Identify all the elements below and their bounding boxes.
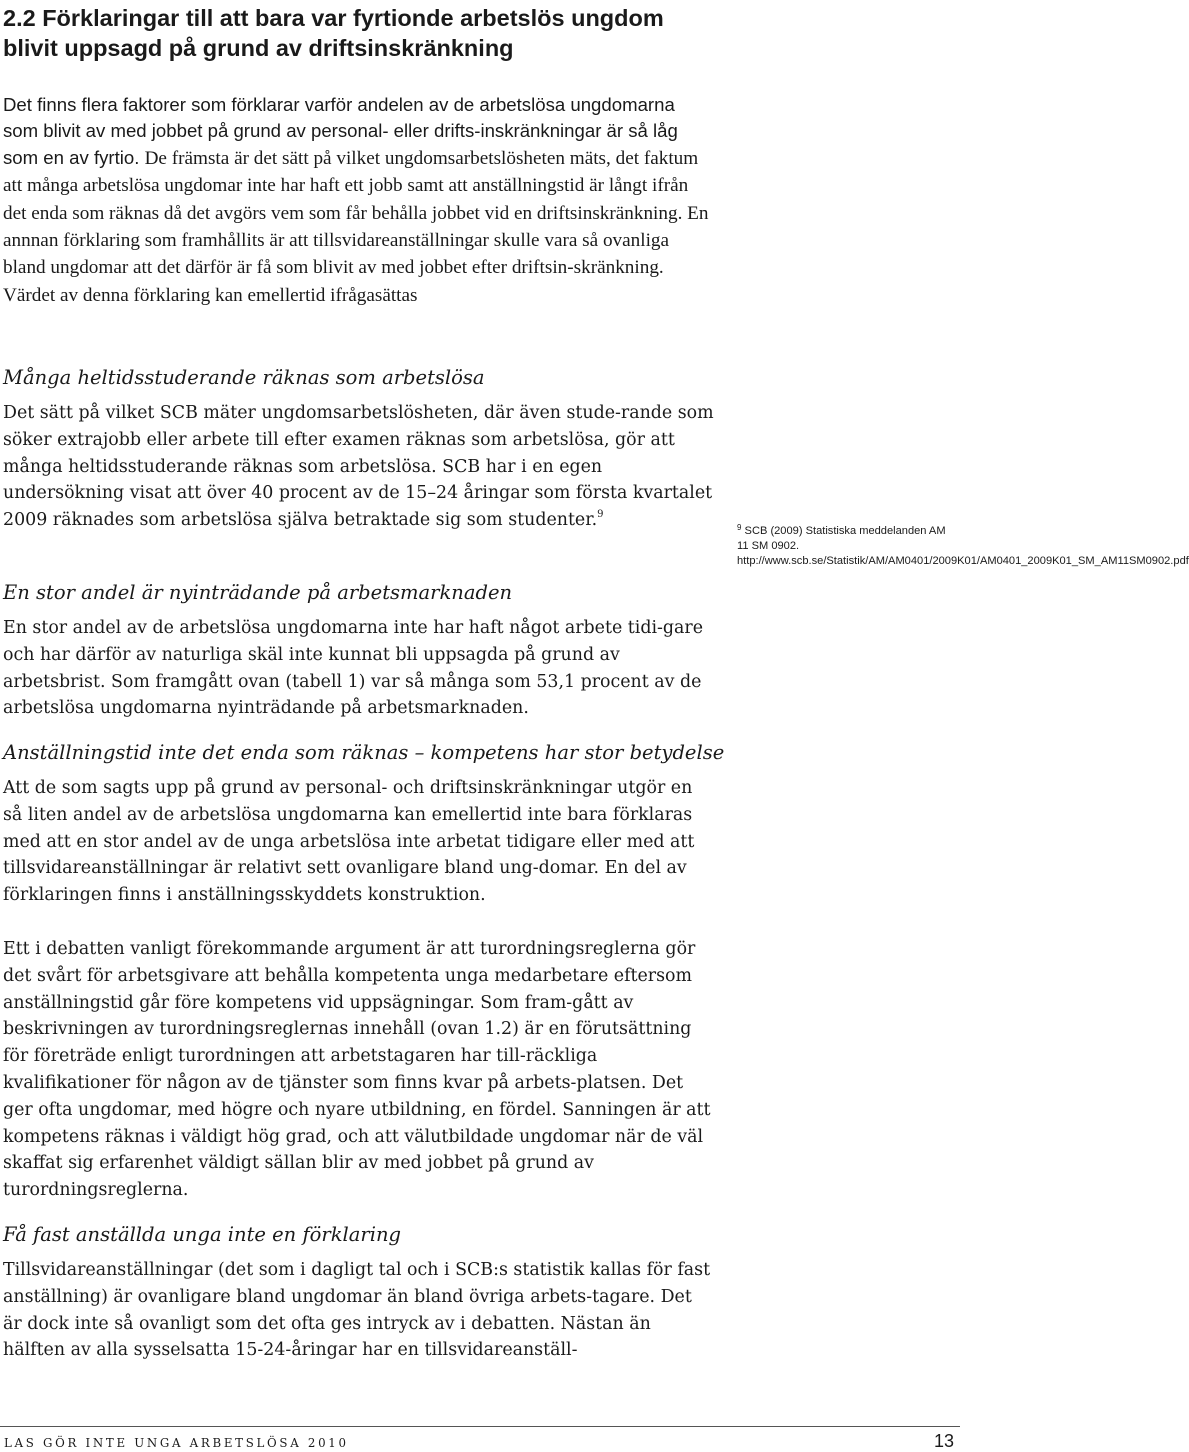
page-number: 13 bbox=[933, 1431, 954, 1451]
subheading-heltidsstuderande: Många heltidsstuderande räknas som arbetslösa bbox=[3, 366, 485, 389]
paragraph-fast-anstallda: Tillsvidareanställningar (det som i dagligt tal och i SCB:s statistik kallas för fast anställning) är ovanligare bland ungdomar än bland övriga arbets-tagare. Det är dock inte så ovanligt som det ofta ges intryck av i debatten. Nästan än hälften av alla sysselsatta 15-24-åringar har en tillsvidareanställ- bbox=[3, 1260, 711, 1361]
footnote-text[interactable]: SCB (2009) Statistiska meddelanden AM 11 SM 0902. http://www.scb.se/Statistik/AM/AM0401/2009K01/AM0401_2009K01_SM_AM11SM0902.pdf bbox=[737, 525, 1189, 567]
subheading-fast-anstallda: Få fast anställda unga inte en förklaring bbox=[3, 1223, 401, 1246]
footnote-number: 9 bbox=[737, 523, 742, 532]
paragraph-heltidsstuderande bbox=[3, 400, 715, 534]
paragraph-turordning: Ett i debatten vanligt förekommande argument är att turordningsreglerna gör det svårt för arbetsgivare att behålla kompetenta unga medarbetare eftersom anställningstid går före kompetens vid uppsägningar. Som fram-gått av beskrivningen av turordningsreglernas innehåll (ovan 1.2) är en förutsättning för företräde enligt turordningen att arbetstagaren har till-räckliga kvalifikationer för någon av de tjänster som finns kvar på arbets-platsen. Det ger ofta ungdomar, med högre och nyare utbildning, en fördel. Sanningen är att kompetens räknas i väldigt hög grad, och att välutbildade ungdomar när de väl skaffat sig erfarenhet väldigt sällan blir av med jobbet på grund av turordningsreglerna. bbox=[3, 939, 711, 1201]
footer-title: LAS GÖR INTE UNGA ARBETSLÖSA 2010 bbox=[4, 1436, 349, 1450]
intro-part-b: De främsta är det sätt på vilket ungdomsarbetslösheten mäts, det faktum att många arbetslösa ungdomar inte har haft ett jobb samt att anställningstid är långt ifrån det enda som räknas då det avgörs vem som får behålla jobbet vid en driftsinskränkning. En annnan förklaring som framhållits är att tillsvidareanställningar skulle vara så ovanliga bland ungdomar att det därför är få som blivit av med jobbet efter driftsin-skränkning. Värdet av denna förklaring kan emellertid ifrågasättas bbox=[3, 147, 709, 306]
paragraph-text: Det sätt på vilket SCB mäter ungdomsarbetslösheten, där även stude-rande som söker extrajobb eller arbete till efter examen räknas som arbetslösa, gör att många heltidsstuderande räknas som arbetslösa. SCB har i en egen undersökning visat att över 40 procent av de 15–24 åringar som första kvartalet 2009 räknades som arbetslösa själva betraktade sig som studenter. bbox=[3, 403, 714, 531]
footnote-ref[interactable]: 9 bbox=[597, 509, 604, 521]
footnote bbox=[737, 523, 1189, 569]
subheading-anstallningstid: Anställningstid inte det enda som räknas – kompetens har stor betydelse bbox=[3, 741, 725, 764]
paragraph-nyintradande: En stor andel av de arbetslösa ungdomarna inte har haft något arbete tidi-gare och har därför av naturliga skäl inte kunnat bli uppsagda på grund av arbetsbrist. Som framgått ovan (tabell 1) var så många som 53,1 procent av de arbetslösa ungdomarna nyinträdande på arbetsmarknaden. bbox=[3, 618, 704, 719]
footer-divider bbox=[0, 1426, 960, 1427]
intro-part-a: Det finns flera faktorer som förklarar varför andelen av de arbetslösa ungdomarna som blivit av med jobbet på grund av personal- eller drifts-inskränkningar är så låg som en av fyrtio. bbox=[3, 94, 678, 168]
section-title: 2.2 Förklaringar till att bara var fyrtionde arbetslös ungdom blivit uppsagd på grund av driftsinskränkning bbox=[3, 5, 664, 61]
intro-paragraph bbox=[3, 92, 715, 309]
subheading-nyintradande: En stor andel är nyinträdande på arbetsmarknaden bbox=[3, 581, 513, 604]
paragraph-anstallningstid: Att de som sagts upp på grund av personal- och driftsinskränkningar utgör en så liten andel av de arbetslösa ungdomarna kan emellertid inte bara förklaras med att en stor andel av de unga arbetslösa inte arbetat tidigare eller med att tillsvidareanställningar är relativt sett ovanligare bland ung-domar. En del av förklaringen finns i anställningsskyddets konstruktion. bbox=[3, 778, 695, 906]
